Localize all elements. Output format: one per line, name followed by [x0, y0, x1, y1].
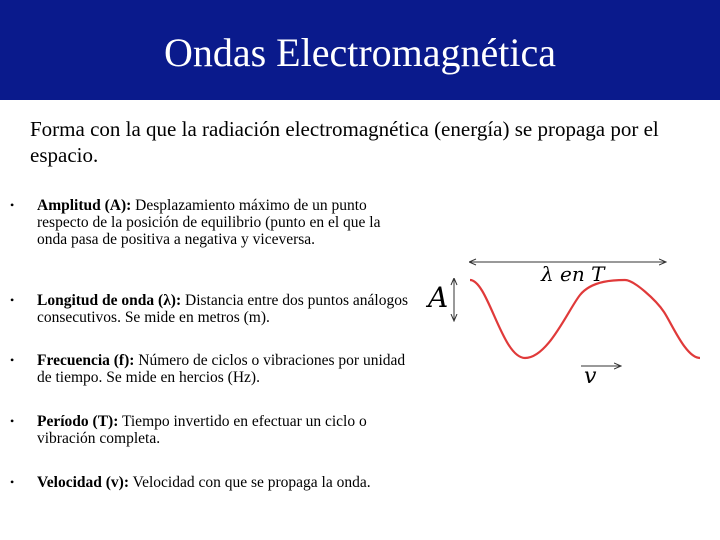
bullet-term: Período (T):	[37, 413, 119, 430]
bullet-text: Velocidad con que se propaga la onda.	[129, 474, 371, 491]
bullet-marker: •	[10, 475, 15, 489]
bullet-longitud	[10, 292, 409, 326]
velocity-label: v	[584, 364, 597, 389]
wavelength-label: λ en T	[541, 262, 605, 286]
bullet-term: Amplitud (A):	[37, 197, 132, 214]
bullet-text: Distancia entre dos puntos análogos consecutivos. Se mide en metros (m).	[37, 292, 408, 326]
wave-diagram	[416, 250, 716, 390]
bullet-velocidad	[10, 474, 409, 491]
bullet-marker: •	[10, 198, 15, 212]
bullet-text: Desplazamiento máximo de un punto respecto de la posición de equilibrio (punto en el que la onda pasa de positiva a negativa y viceversa.	[37, 197, 381, 248]
bullet-marker: •	[10, 293, 15, 307]
bullet-frecuencia	[10, 352, 409, 386]
sine-wave	[470, 280, 700, 358]
intro-text: Forma con la que la radiación electromagnética (energía) se propaga por el espacio.	[30, 117, 659, 167]
bullet-term: Longitud de onda (λ):	[37, 292, 182, 309]
bullet-term: Frecuencia (f):	[37, 352, 135, 369]
amplitude-label: A	[428, 281, 449, 314]
bullet-term: Velocidad (v):	[37, 474, 129, 491]
bullet-text: Tiempo invertido en efectuar un ciclo o vibración completa.	[37, 413, 367, 447]
bullet-marker: •	[10, 353, 15, 367]
bullet-amplitud	[10, 197, 409, 248]
bullet-marker: •	[10, 414, 15, 428]
slide-title: Ondas Electromagnética	[163, 30, 557, 75]
bullet-periodo	[10, 413, 409, 447]
bullet-text: Número de ciclos o vibraciones por unidad de tiempo. Se mide en hercios (Hz).	[37, 352, 406, 386]
